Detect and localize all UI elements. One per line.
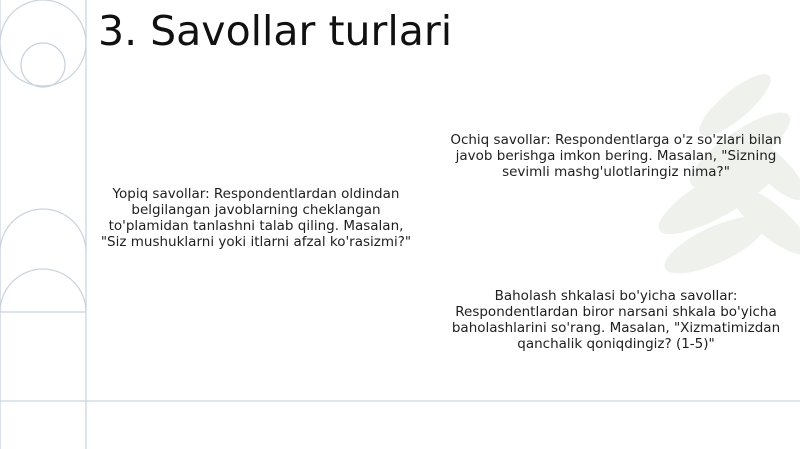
closed-questions-text: Yopiq savollar: Respondentlardan oldindan belgilangan javoblarning cheklangan to'plamidan tanlashni talab qiling. Masalan, "Siz mushuklarni yoki itlarni afzal ko'rasizmi?" xyxy=(100,186,412,250)
slide-title: 3. Savollar turlari xyxy=(98,7,453,55)
rating-scale-questions-text: Baholash shkalasi bo'yicha savollar: Respondentlardan biror narsani shkala bo'yicha baholashlarini so'rang. Masalan, "Xizmatimizdan qanchalik qoniqdingiz? (1-5)" xyxy=(451,288,781,352)
open-questions-text: Ochiq savollar: Respondentlarga o'z so'zlari bilan javob berishga imkon bering. Masalan, "Sizning sevimli mashg'ulotlaringiz nima?" xyxy=(450,132,782,180)
